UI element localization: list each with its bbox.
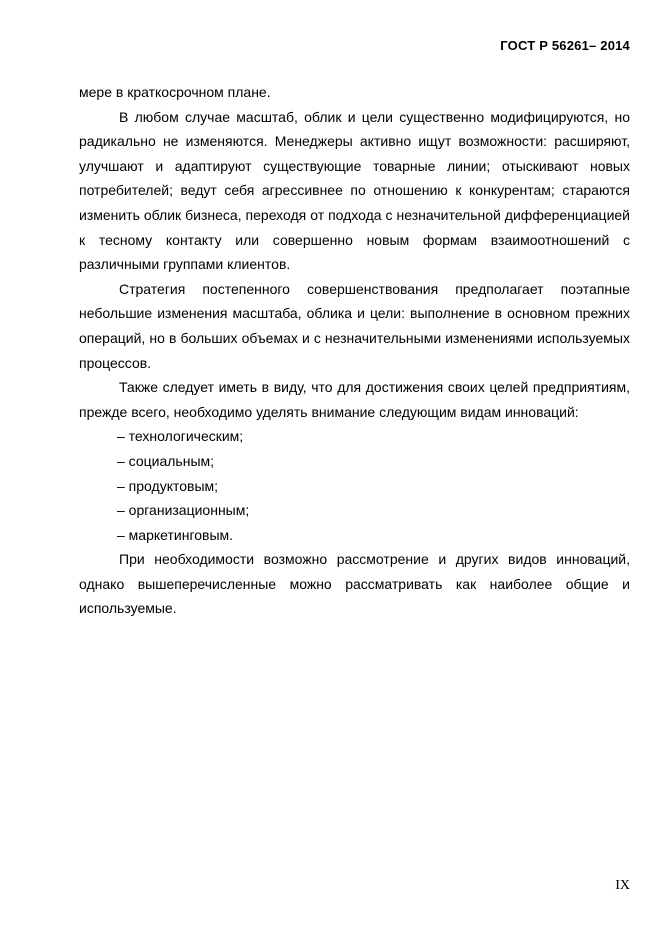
document-header <box>500 38 630 53</box>
paragraph-innovation-intro: Также следует иметь в виду, что для достижения своих целей предприятиям, прежде всего, необходимо уделять внимание следующим видам инноваций: <box>79 379 630 420</box>
list-item: – технологическим; <box>117 428 244 445</box>
paragraph-closing: При необходимости возможно рассмотрение и других видов инноваций, однако вышеперечисленные можно рассматривать как наиболее общие и используемые. <box>79 551 630 617</box>
standard-id: ГОСТ Р 56261– 2014 <box>500 38 630 53</box>
list-item: – социальным; <box>117 452 215 469</box>
list-item: – продуктовым; <box>117 477 219 494</box>
page-number: IX <box>615 878 630 893</box>
paragraph-continuation: мере в краткосрочном плане. <box>79 84 271 100</box>
page-content <box>79 80 630 621</box>
innovation-types-list <box>79 424 630 547</box>
paragraph-scale-and-goals: В любом случае масштаб, облик и цели существенно модифицируются, но радикально не изменяются. Менеджеры активно ищут возможности: расширяют, улучшают и адаптируют существующие товарные линии; отыскивают новых потребителей; ведут себя агрессивнее по отношению к конкурентам; стараются изменить облик бизнеса, переходя от подхода с незначительной дифференциацией к тесному контакту или совершенно новым формам взаимоотношений с различными группами клиентов. <box>79 108 630 273</box>
list-item: – организационным; <box>117 502 250 519</box>
list-item: – маркетинговым. <box>117 526 234 543</box>
paragraph-gradual-improvement: Стратегия постепенного совершенствования предполагает поэтапные небольшие изменения масштаба, облика и цели: выполнение в основном прежних операций, но в больших объемах и с незначительными изменениями используемых процессов. <box>79 280 630 371</box>
